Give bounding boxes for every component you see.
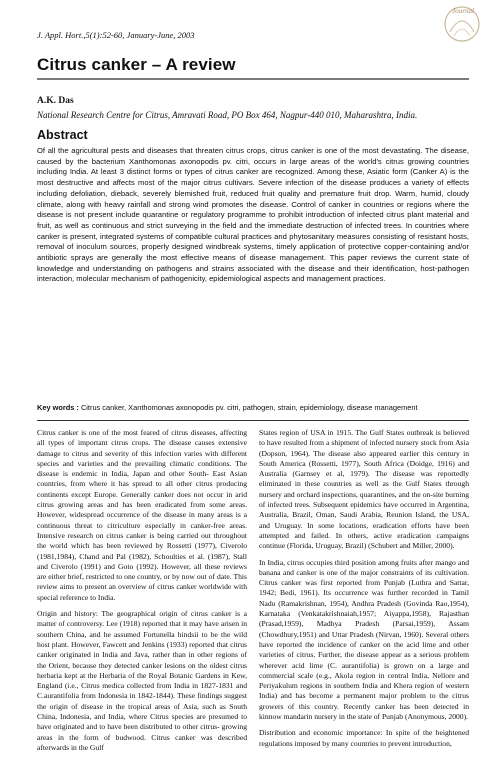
paragraph: States region of USA in 1915. The Gulf States outbreak is believed to have resulted from a shipment of infected nursery stock from Asia (Dopson, 1964). The disease also appeared earlier this century in South America (Rossetti, 1977), South Africa (Doidge, 1916) and Australia (Garnsey et al, 1979). The disease was reportedly eliminated in these countries as well as the Gulf States through nursery and orchard inspections, quarantines, and the on-site burning of infected trees. Subsequent epidemics have occurred in Argentina, Australia, Brazil, Oman, Saudi Arabia, Reunion Island, the USA, and Uruguay. In some locations, eradication efforts have been attempted and failed. In others, active eradication campaigns continue (Florida, Uruguay, Brazil) (Schubert and Miller, 2000). <box>259 428 469 551</box>
article-title: Citrus canker – A review <box>37 55 236 74</box>
abstract-text: Of all the agricultural pests and diseases that threaten citrus crops, citrus canker is one of the most devastating. The disease, caused by the bacterium Xanthomonas axonopodis pv. citri, occurs in large areas of the world's citrus growing countries including India. At least 3 distinct forms or types of citrus canker are recognized. Among these, Asiatic form (Canker A) is the most destructive and affects most of the major citrus cultivars. Severe infection of the disease produces a variety of effects including defoliation, dieback, severely blemished fruit, reduced fruit quality and premature fruit drop. Warm, humid, cloudy climate, along with heavy rainfall and strong wind promotes the disease. Control of canker in countries or regions where the disease is not present include quarantine or regulatory programme to prohibit introduction of infected citrus plant material and fruit, as well as continuous and strict surveying in the field and the immediate destruction of infected trees. In countries where canker is present, integrated systems of compatible cultural practices and phytosanitary measures consisting of resistant hosts, removal of inoculum sources, properly designed windbreak systems, timely application of protective copper-containing and/or antibiotic sprays are generally the most effective means of disease management. This paper reviews the current state of knowledge and understanding on pathogens and strains associated with the disease and their identification, host-pathogen interaction, molecular mechanism of pathogenicity, epidemiological aspects and management practices. <box>37 146 469 284</box>
author-name: A.K. Das <box>37 96 74 106</box>
body-column-right <box>259 428 469 755</box>
keywords-label: Key words : <box>37 403 79 412</box>
logo-text: Journal <box>452 7 474 15</box>
journal-logo-icon <box>436 2 484 48</box>
paragraph: Origin and history: The geographical origin of citrus canker is a matter of controversy. Lee (1918) reported that it may have arisen in southern China, and he assumed Fortunella hindsii to be the wild host plant. However, Fawcett and Jenkins (1933) reported that citrus canker originated in India and Java, rather than in other regions of the Orient, because they detected canker lesions on the oldest citrus herbaria kept at the Herbaria of the Royal Botanic Gardens in Kew, England (i.e., Citrus medica collected from India in 1827-1831 and C.aurantifolia from Indonesia in 1842-1844). These findings suggest the origin of disease in the tropical areas of Asia, such as South China, Indonesia, and India, where Citrus species are presumed to have originated and to have been distributed to other citrus- growing areas in the form of budwood. Citrus canker was described afterwards in the Gulf <box>37 609 247 752</box>
paragraph: In India, citrus occupies third position among fruits after mango and banana and canker is one of the major constraints of its cultivation. Citrus canker was first reported from Punjab (Luthra and Sattar, 1942; Bedi, 1961). Its occurrence was further recorded in Tamil Nadu (Ramakrishnan, 1954), Andhra Pradesh (Govinda Rao,1954), Karnataka (Venkatakrishnaiah,1957; Aiyappa,1958), Rajasthan (Prasad,1959), Madhya Pradesh (Parsai,1959), Assam (Chowdhury,1951) and Uttar Pradesh (Nirvan, 1960). Several others have reported the incidence of canker on the acid lime and other varieties of citrus. Further, the disease appear as a serious problem wherever acid lime (C. aurantifolia) is grown on a large and commercial scale (e.g., Akola region in central India, Nellore and Periyakulum regions in southern India and Khera region of western India) and has become a permanent major problem to the citrus growers of this country. Recently canker has been detected in kinnow mandarin nursery in the state of Punjab (Anonymous, 2000). <box>259 557 469 722</box>
body-column-left <box>37 428 247 759</box>
keywords-divider <box>37 420 469 421</box>
author-affiliation: National Research Centre for Citrus, Amravati Road, PO Box 464, Nagpur-440 010, Maharashtra, India. <box>37 110 418 120</box>
paragraph: Citrus canker is one of the most feared of citrus diseases, affecting all types of important citrus crops. The disease causes extensive damage to citrus and severity of this infection varies with different species and varieties and the prevailing climatic conditions. The disease is endemic in India, Japan and other South- East Asian countries, from where it has spread to all other citrus producing continents except Europe. Generally canker does not occur in arid citrus growing areas and has been eradicated from some areas. However, widespread occurrence of the disease in many areas is a continuous threat to citriculture especially in canker-free areas. Intensive research on citrus canker is being carried out throughout the world which has been reviewed by Rossetti (1977), Civerolo (1981,1984), Chand and Pal (1982), Schoulties et al. (1987), Stall and Civerolo (1991) and Goto (1992). However, all these reviews are either brief, restricted to one country, or by now out of date. This review aims to present an overview of citrus canker worldwide with special reference to India. <box>37 428 247 602</box>
abstract-heading: Abstract <box>37 128 88 142</box>
journal-reference: J. Appl. Hort.,5(1):52-60, January-June, 2003 <box>37 30 195 40</box>
paragraph: Distribution and economic importance: In spite of the heightened regulations imposed by many countries to prevent introduction, <box>259 728 469 748</box>
keywords-text: Citrus canker, Xanthomonas axonopodis pv. citri, pathogen, strain, epidemiology, disease management <box>80 403 418 412</box>
keywords-line <box>37 403 469 413</box>
title-divider <box>37 78 469 80</box>
